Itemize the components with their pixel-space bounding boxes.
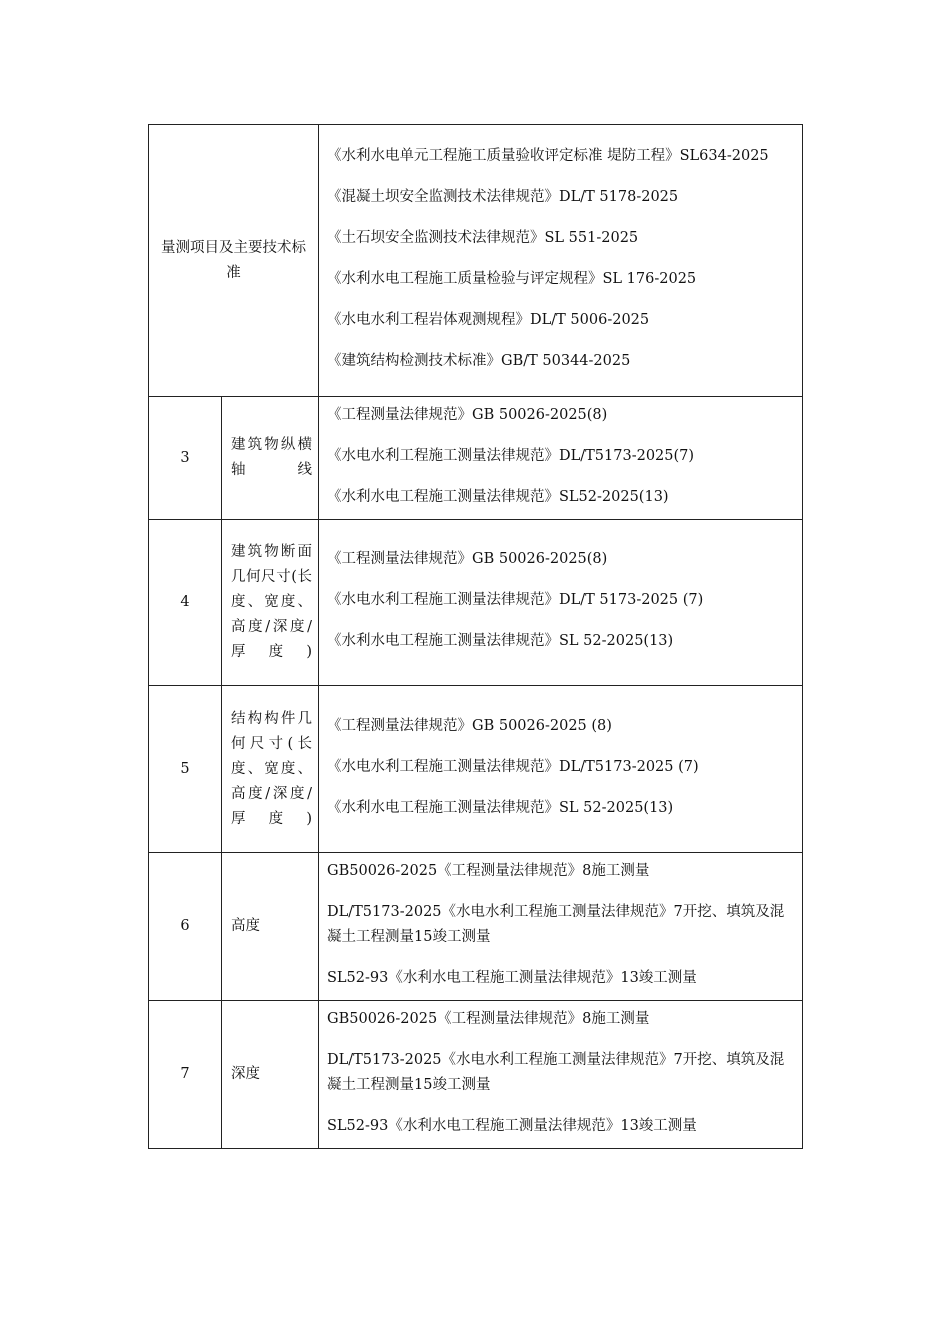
standards-cell [319, 686, 803, 853]
row-number: 4 [149, 520, 222, 686]
row-item-name: 高度 [222, 853, 319, 1001]
row-item-name: 深度 [222, 1001, 319, 1149]
standards-cell [319, 1001, 803, 1149]
standard-item: GB50026-2025《工程测量法律规范》8施工测量 [327, 862, 650, 879]
table-row [149, 853, 803, 1001]
standards-cell [319, 397, 803, 520]
standard-item: GB50026-2025《工程测量法律规范》8施工测量 [327, 1010, 650, 1027]
standard-item: 《水电水利工程岩体观测规程》DL/T 5006-2025 [327, 311, 650, 328]
standard-item: SL52-93《水利水电工程施工测量法律规范》13竣工测量 [327, 969, 697, 986]
standard-item: DL/T5173-2025《水电水利工程施工测量法律规范》7开挖、填筑及混凝土工程测量15竣工测量 [327, 1051, 785, 1093]
standard-item: 《土石坝安全监测技术法律规范》SL 551-2025 [327, 229, 639, 246]
standard-item: 《混凝土坝安全监测技术法律规范》DL/T 5178-2025 [327, 188, 679, 205]
row-number: 7 [149, 1001, 222, 1149]
standard-item: 《水利水电工程施工测量法律规范》SL52-2025(13) [327, 488, 669, 505]
standard-item: 《水利水电工程施工测量法律规范》SL 52-2025(13) [327, 799, 674, 816]
standard-item: 《水电水利工程施工测量法律规范》DL/T5173-2025 (7) [327, 758, 699, 775]
header-label-cell [149, 125, 319, 397]
standards-cell [319, 125, 803, 397]
table-row [149, 686, 803, 853]
standard-item: 《水电水利工程施工测量法律规范》DL/T 5173-2025 (7) [327, 592, 704, 608]
row-item-name: 建筑物断面几何尺寸(长度、宽度、高度/深度/厚度) [222, 520, 319, 686]
row-number: 5 [149, 686, 222, 853]
row-number: 3 [149, 397, 222, 520]
standard-item: 《工程测量法律规范》GB 50026-2025(8) [327, 406, 608, 423]
table-row [149, 125, 803, 397]
standard-item: 《工程测量法律规范》GB 50026-2025(8) [327, 551, 608, 567]
standard-item: 《建筑结构检测技术标准》GB/T 50344-2025 [327, 352, 631, 369]
standards-cell [319, 853, 803, 1001]
standard-item: 《水利水电单元工程施工质量验收评定标准 堤防工程》SL634-2025 [327, 147, 769, 164]
standards-cell [319, 520, 803, 686]
row-item-name: 结构构件几何尺寸(长度、宽度、高度/深度/厚度) [222, 686, 319, 853]
standard-item: 《水利水电工程施工测量法律规范》SL 52-2025(13) [327, 633, 674, 649]
standard-item: 《水利水电工程施工质量检验与评定规程》SL 176-2025 [327, 270, 697, 287]
standards-table [148, 124, 803, 1149]
table-row [149, 520, 803, 686]
standard-item: 《水电水利工程施工测量法律规范》DL/T5173-2025(7) [327, 447, 695, 464]
table-row [149, 1001, 803, 1149]
standard-item: DL/T5173-2025《水电水利工程施工测量法律规范》7开挖、填筑及混凝土工程测量15竣工测量 [327, 903, 785, 945]
standard-item: 《工程测量法律规范》GB 50026-2025 (8) [327, 717, 612, 734]
row-number: 6 [149, 853, 222, 1001]
table-row [149, 397, 803, 520]
header-label: 量测项目及主要技术标准 [161, 239, 306, 281]
row-item-name: 建筑物纵横轴线 [222, 397, 319, 520]
standard-item: SL52-93《水利水电工程施工测量法律规范》13竣工测量 [327, 1117, 697, 1134]
